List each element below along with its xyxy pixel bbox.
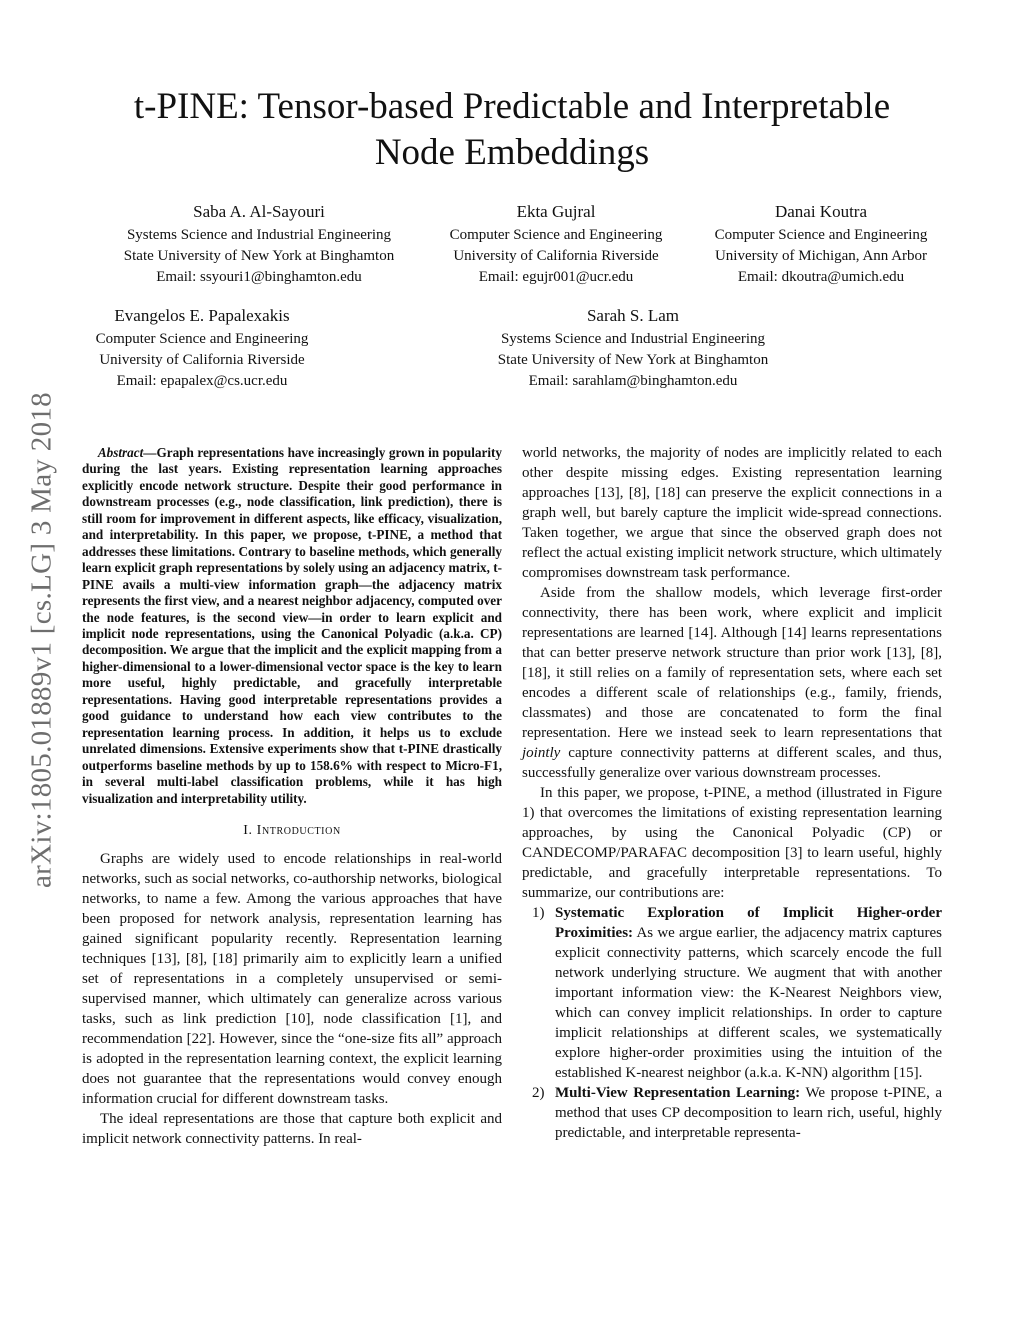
intro-paragraph: Aside from the shallow models, which leverage first-order connectivity, there has been work, where explicit and implicit representations are learned [14]. Although [14] learns representations that can better preserve network structure than prior work [13], [8], [18], it still relies on a family of representation sets, where each set encodes a different scale of relationships (e.g., family, friends, classmates) and those are concatenated to form the final representation. Here we instead seek to learn representations that jointly capture connectivity patterns at different scales, and thus, successfully generalize over various downstream processes. bbox=[522, 585, 942, 781]
author-name: Saba A. Al-Sayouri bbox=[193, 202, 325, 221]
section-heading-introduction: I. Introduction bbox=[243, 822, 341, 838]
author-block bbox=[691, 200, 951, 288]
author-block bbox=[421, 200, 691, 288]
author-department: Computer Science and Engineering bbox=[449, 227, 663, 243]
arxiv-identifier: arXiv:1805.01889v1 [cs.LG] 3 May 2018 bbox=[25, 392, 58, 888]
author-department: Computer Science and Engineering bbox=[714, 227, 928, 243]
list-item-heading: Multi-View Representation Learning: bbox=[555, 1085, 801, 1101]
right-column bbox=[522, 443, 942, 1143]
author-department: Computer Science and Engineering bbox=[95, 331, 309, 347]
author-institution: University of California Riverside bbox=[99, 352, 305, 368]
author-name: Danai Koutra bbox=[774, 202, 868, 221]
paper-title bbox=[0, 84, 1024, 176]
author-department: Systems Science and Industrial Engineering bbox=[500, 331, 766, 347]
left-column bbox=[82, 445, 502, 1149]
list-item bbox=[522, 1083, 942, 1143]
list-item-number: 2) bbox=[532, 1085, 545, 1101]
author-name: Sarah S. Lam bbox=[586, 306, 680, 325]
intro-paragraph-continued: world networks, the majority of nodes are implicitly related to each other despite missing edges. Existing representation learning approaches [13], [8], [18] can preserve the explicit connections in a graph well, but barely capture the implicit wide-spread connections. Taken together, we argue that since the observed graph does not reflect the actual existing implicit network structure, which ultimately compromises downstream task performance. bbox=[522, 445, 942, 581]
list-item-text: We propose t-PINE, a method that uses CP decomposition to learn rich, useful, highly predictable, and interpretable representa- bbox=[555, 1085, 942, 1141]
author-institution: University of Michigan, Ann Arbor bbox=[714, 248, 928, 264]
abstract bbox=[82, 445, 502, 807]
abstract-label: Abstract bbox=[97, 445, 144, 460]
abstract-text: —Graph representations have increasingly grown in popularity during the last years. Existing representation learning approaches explicitly encode network structure. Despite their good performance in downstream processes (e.g., node classification, link prediction), there is still room for improvement in different aspects, like efficacy, visualization, and interpretability. In this paper, we propose, t-PINE, a method that addresses these limitations. Contrary to baseline methods, which generally learn explicit graph representations by solely using an adjacency matrix, t-PINE avails a multi-view information graph—the adjacency matrix represents the first view, and a nearest neighbor adjacency, computed over the node features, is the second view—in order to learn explicit and implicit node representations, using the Canonical Polyadic (a.k.a. CP) decomposition. We argue that the implicit and the explicit mapping from a higher-dimensional to a lower-dimensional vector space is the key to learn more useful, highly predictable, and gracefully interpretable representations. Having good interpretable representations provides a good guidance to understand how each view contributes to the representation learning process. In addition, it helps us to exclude unrelated dimensions. Extensive experiments show that t-PINE drastically outperforms baseline methods by up to 158.6% with respect to Micro-F1, in several multi-label classification problems, while it has high visualization and interpretability utility. bbox=[82, 445, 502, 806]
intro-paragraph: The ideal representations are those that capture both explicit and implicit network connectivity patterns. In real- bbox=[82, 1110, 502, 1147]
list-item-number: 1) bbox=[532, 905, 545, 921]
author-email: Email: epapalex@cs.ucr.edu bbox=[116, 373, 288, 389]
list-item bbox=[522, 903, 942, 1083]
author-email: Email: ssyouri1@binghamton.edu bbox=[156, 269, 362, 285]
intro-paragraph: Graphs are widely used to encode relationships in real-world networks, such as social networks, co-authorship networks, biological networks, to name a few. Among the various approaches that have been proposed for network analysis, representation learning has gained significant popularity recently. Representation learning techniques [13], [8], [18] primarily aim to explicitly learn a unified set of representations in a completely unsupervised or semi-supervised manner, which ultimately can generalize across various tasks, such as link prediction [10], node classification [1], and recommendation [22]. However, since the “one-size fits all” approach is adopted in the representation learning context, the explicit learning does not guarantee that the representations would convey enough information crucial for different downstream tasks. bbox=[82, 850, 502, 1107]
title-line-1: t-PINE: Tensor-based Predictable and Interpretable bbox=[133, 86, 891, 127]
emphasis-text: jointly bbox=[522, 745, 561, 761]
author-institution: University of California Riverside bbox=[453, 248, 659, 264]
contribution-list bbox=[522, 903, 942, 1143]
author-block bbox=[463, 304, 803, 392]
intro-paragraph: In this paper, we propose, t-PINE, a method (illustrated in Figure 1) that overcomes the limitations of existing representation learning approaches, by using the Canonical Polyadic (CP) or CANDECOMP/PARAFAC decomposition [3] to learn useful, highly predictable, and gracefully interpretable representations. To summarize, our contributions are: bbox=[522, 785, 942, 901]
list-item-heading: Systematic Exploration of Implicit Higher-order Proximities: bbox=[555, 905, 942, 941]
author-institution: State University of New York at Binghamton bbox=[497, 352, 769, 368]
author-institution: State University of New York at Binghamton bbox=[123, 248, 395, 264]
author-department: Systems Science and Industrial Engineering bbox=[126, 227, 392, 243]
author-name: Evangelos E. Papalexakis bbox=[114, 306, 290, 325]
author-email: Email: sarahlam@binghamton.edu bbox=[528, 373, 738, 389]
author-name: Ekta Gujral bbox=[516, 202, 596, 221]
author-block bbox=[72, 304, 332, 392]
author-email: Email: dkoutra@umich.edu bbox=[737, 269, 905, 285]
author-email: Email: egujr001@ucr.edu bbox=[478, 269, 634, 285]
author-block bbox=[89, 200, 429, 288]
title-line-2: Node Embeddings bbox=[374, 132, 650, 173]
list-item-text: As we argue earlier, the adjacency matrix captures explicit connectivity patterns, which scarcely encode the full network underlying structure. We augment that with another important information view: the K-Nearest Neighbors view, which can convey implicit relationships. In order to capture implicit relationships at different scales, we systematically explore higher-order proximities using the intuition of the established K-nearest neighbor (a.k.a. K-NN) algorithm [15]. bbox=[555, 925, 942, 1081]
